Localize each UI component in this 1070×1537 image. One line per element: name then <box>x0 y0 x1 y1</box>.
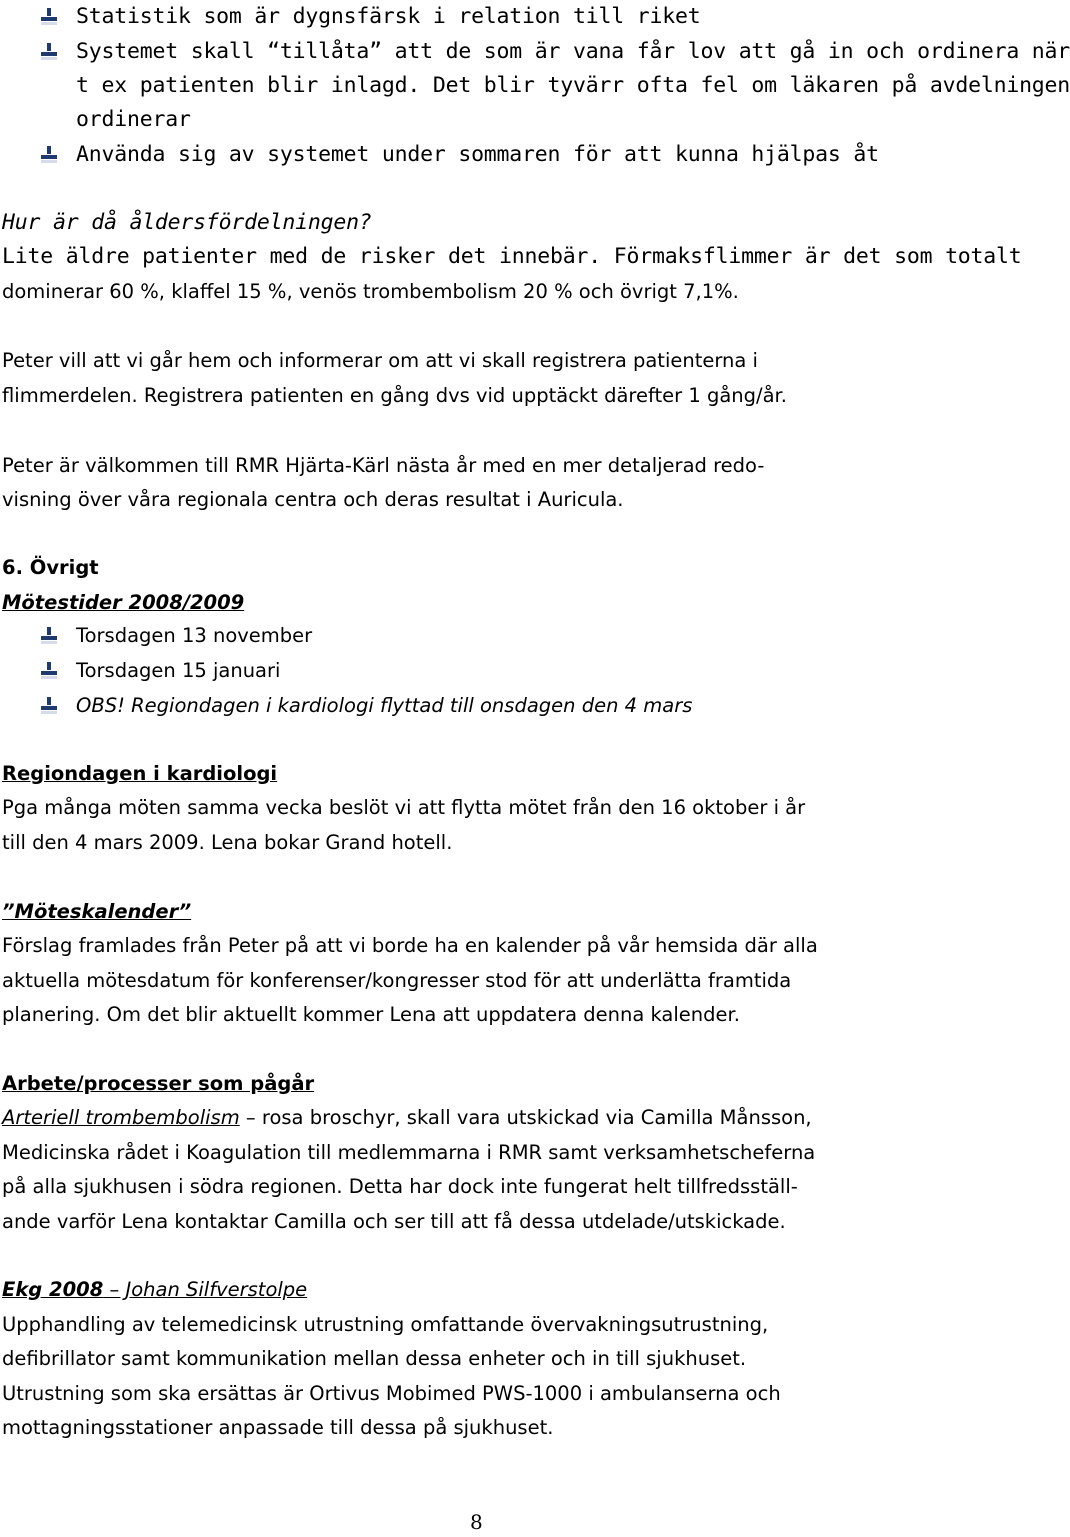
arrow-down-bullet-icon <box>38 146 60 164</box>
age-text-line-1: Lite äldre patienter med de risker det innebär. Förmaksflimmer är det som totalt <box>2 244 1022 269</box>
ekg-line-4: mottagningsstationer anpassade till dessa på sjukhuset. <box>2 1416 554 1439</box>
arrow-down-bullet-icon <box>38 8 60 26</box>
arbete-line-2: Medicinska rådet i Koagulation till medlemmarna i RMR samt verksamhetscheferna <box>2 1141 816 1164</box>
peter-register-line-2: flimmerdelen. Registrera patienten en gång dvs vid upptäckt därefter 1 gång/år. <box>2 384 787 407</box>
regiondagen-line-1: Pga många möten samma vecka beslöt vi att flytta mötet från den 16 oktober i år <box>2 796 806 819</box>
peter-welcome-line-1: Peter är välkommen till RMR Hjärta-Kärl nästa år med en mer detaljerad redo- <box>2 454 765 477</box>
meeting-bullet: Torsdagen 15 januari <box>76 659 281 682</box>
moteskalender-title: ”Möteskalender” <box>2 900 192 923</box>
arbete-lead: Arteriell trombembolism <box>2 1106 240 1129</box>
regiondagen-line-2: till den 4 mars 2009. Lena bokar Grand hotell. <box>2 831 453 854</box>
ekg-title: Ekg 2008 <box>2 1278 104 1301</box>
arbete-line-3: på alla sjukhusen i södra regionen. Detta har dock inte fungerat helt tillfredsställ- <box>2 1175 798 1198</box>
arrow-down-bullet-icon <box>38 697 60 715</box>
ekg-line-1: Upphandling av telemedicinsk utrustning omfattande övervakningsutrustning, <box>2 1313 769 1336</box>
ekg-line-2: defibrillator samt kommunikation mellan dessa enheter och in till sjukhuset. <box>2 1347 747 1370</box>
arrow-down-bullet-icon <box>38 662 60 680</box>
section-title: 6. Övrigt <box>2 556 99 579</box>
moteskalender-line-1: Förslag framlades från Peter på att vi borde ha en kalender på vår hemsida där alla <box>2 934 818 957</box>
arbete-first-rest: – rosa broschyr, skall vara utskickad via Camilla Månsson, <box>239 1106 812 1129</box>
bullet-text: ordinerar <box>76 107 191 132</box>
arbete-line-1 <box>2 1101 812 1135</box>
moteskalender-line-3: planering. Om det blir aktuellt kommer Lena att uppdatera denna kalender. <box>2 1003 740 1026</box>
ekg-title-line <box>2 1273 307 1307</box>
age-heading: Hur är då åldersfördelningen? <box>2 210 372 235</box>
arrow-down-bullet-icon <box>38 43 60 61</box>
peter-welcome-line-2: visning över våra regionala centra och deras resultat i Auricula. <box>2 488 624 511</box>
meeting-times-title: Mötestider 2008/2009 <box>2 591 245 614</box>
bullet-text: t ex patienten blir inlagd. Det blir tyvärr ofta fel om läkaren på avdelningen <box>76 73 1070 98</box>
moteskalender-line-2: aktuella mötesdatum för konferenser/kongresser stod för att underlätta framtida <box>2 969 792 992</box>
ekg-line-3: Utrustning som ska ersättas är Ortivus Mobimed PWS-1000 i ambulanserna och <box>2 1382 781 1405</box>
meeting-bullet: OBS! Regiondagen i kardiologi flyttad till onsdagen den 4 mars <box>76 694 693 717</box>
arbete-title: Arbete/processer som pågår <box>2 1072 315 1095</box>
bullet-text: Använda sig av systemet under sommaren för att kunna hjälpas åt <box>76 142 879 167</box>
arrow-down-bullet-icon <box>38 627 60 645</box>
peter-register-line-1: Peter vill att vi går hem och informerar om att vi skall registrera patienterna i <box>2 349 758 372</box>
arbete-line-4: ande varför Lena kontaktar Camilla och ser till att få dessa utdelade/utskickade. <box>2 1210 786 1233</box>
bullet-text: Systemet skall “tillåta” att de som är vana får lov att gå in och ordinera när <box>76 39 1070 64</box>
bullet-text: Statistik som är dygnsfärsk i relation till riket <box>76 4 701 29</box>
regiondagen-title: Regiondagen i kardiologi <box>2 762 278 785</box>
age-text-line-2: dominerar 60 %, klaffel 15 %, venös trombembolism 20 % och övrigt 7,1%. <box>2 280 739 303</box>
page-number: 8 <box>470 1510 483 1534</box>
ekg-person: – Johan Silfverstolpe <box>103 1278 308 1301</box>
meeting-bullet: Torsdagen 13 november <box>76 624 313 647</box>
